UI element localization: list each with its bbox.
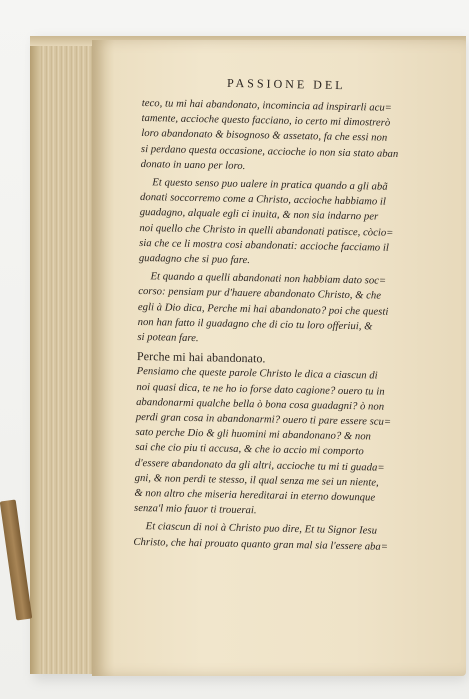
text-line: Et ciascun di noi à Christo puo dire, Et tu Signor Iesu	[145, 521, 378, 538]
text-line: sia che ce li mostra cosi abandonati: accioche facciamo il	[139, 237, 389, 254]
paragraph-5	[133, 519, 464, 556]
text-line: noi quello che Christo in quelli abandonati patisce, còcio=	[139, 222, 394, 239]
text-line: teco, tu mi hai abandonato, incomincia ad inspirarli acu=	[141, 97, 393, 114]
text-line: non han fatto il guadagno che di cio tu loro offeriui, &	[137, 316, 373, 333]
text-line: guadagno che si puo fare.	[138, 253, 251, 267]
text-line: si perdano questa occasione, accioche io non sia stato aban	[140, 143, 399, 160]
text-line: d'essere abandonato da gli altri, accioche tu mi ti guada=	[134, 457, 385, 474]
section-heading: Perche mi hai abandonato.	[136, 349, 266, 366]
text-line: sai che cio piu ti accusa, & che io accio mi comporto	[135, 442, 364, 458]
text-line: egli à Dio dica, Perche mi hai abandonato? poi che questi	[137, 301, 389, 318]
text-line: perdi gran cosa in abandonarmi? ouero ti pare essere scu=	[135, 412, 392, 428]
text-line: sato perche Dio & gli huomini mi abandonano? & non	[135, 427, 372, 443]
text-line: senza'l mio fauor ti trouerai.	[133, 503, 257, 517]
page-edges	[30, 36, 100, 674]
text-line: noi quasi dica, te ne ho io forse dato cagione? ouero tu in	[136, 381, 385, 398]
text-line: tamente, accioche questo facciano, io certo mi dimostrerò	[141, 113, 391, 129]
text-line: si potean fare.	[137, 332, 199, 345]
running-head: PASSIONE DEL	[226, 75, 346, 93]
text-line: Christo, che hai prouato quanto gran mal sia l'essere aba=	[133, 536, 389, 553]
text-line: & non altro che miseria hereditarai in eterno dowunque	[134, 488, 376, 504]
paragraph-2	[139, 175, 469, 273]
text-line: corso: pensiam pur d'hauere abandonato Christo, & che	[138, 286, 382, 303]
text-line: Et questo senso puo ualere in pratica quando a gli abã	[152, 177, 388, 193]
page-text	[133, 96, 469, 556]
text-line: abandonarmi qualche bella ò bona cosa guadagni? ò non	[136, 396, 385, 413]
text-line: Pensiamo che queste parole Christo le dica a ciascun di	[136, 366, 378, 383]
text-line: donato in uano per loro.	[140, 158, 246, 172]
text-line: donati soccorremo come a Christo, accioche habbiamo il	[139, 192, 387, 208]
paragraph-4	[134, 364, 467, 522]
text-line: loro abandonato & bisognoso & assetato, fa che essi non	[141, 128, 388, 145]
paragraph-1	[141, 96, 469, 178]
bookmark-ribbon	[0, 499, 32, 620]
text-line: Et quando a quelli abandonati non habbiam dato soc=	[150, 271, 387, 287]
text-line: guadagno, alquale egli ci inuita, & non sia indarno per	[139, 207, 379, 223]
paragraph-3	[137, 269, 468, 351]
text-line: gni, & non perdi te stesso, il qual senza me sei un niente,	[134, 472, 379, 489]
